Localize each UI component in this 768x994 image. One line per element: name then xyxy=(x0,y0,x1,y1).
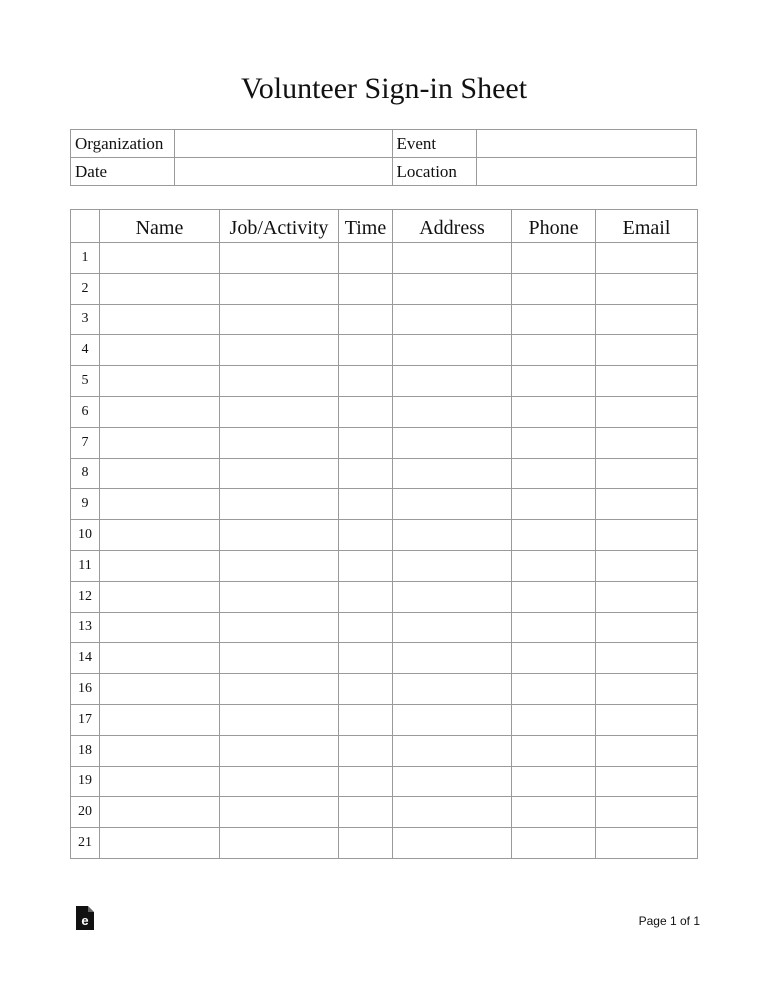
row-number: 18 xyxy=(71,735,100,766)
row-number: 6 xyxy=(71,396,100,427)
address-cell[interactable] xyxy=(393,396,512,427)
row-number: 2 xyxy=(71,273,100,304)
location-label: Location xyxy=(392,158,477,186)
table-row xyxy=(71,612,698,643)
name-cell[interactable] xyxy=(100,520,220,551)
time-cell[interactable] xyxy=(339,458,393,489)
email-cell[interactable] xyxy=(596,581,698,612)
time-cell[interactable] xyxy=(339,304,393,335)
phone-cell[interactable] xyxy=(512,273,596,304)
phone-cell[interactable] xyxy=(512,581,596,612)
sign-in-table xyxy=(70,209,698,859)
time-cell[interactable] xyxy=(339,396,393,427)
phone-cell[interactable] xyxy=(512,674,596,705)
job-activity-cell[interactable] xyxy=(220,550,339,581)
job-activity-cell[interactable] xyxy=(220,335,339,366)
email-cell[interactable] xyxy=(596,550,698,581)
job-activity-cell[interactable] xyxy=(220,366,339,397)
phone-column-header: Phone xyxy=(512,210,596,243)
phone-cell[interactable] xyxy=(512,243,596,274)
job-activity-cell[interactable] xyxy=(220,581,339,612)
date-field[interactable] xyxy=(174,158,392,186)
table-row xyxy=(71,674,698,705)
table-row xyxy=(71,550,698,581)
address-cell[interactable] xyxy=(393,550,512,581)
job-activity-column-header: Job/Activity xyxy=(220,210,339,243)
time-column-header: Time xyxy=(339,210,393,243)
phone-cell[interactable] xyxy=(512,612,596,643)
time-cell[interactable] xyxy=(339,797,393,828)
time-cell[interactable] xyxy=(339,427,393,458)
name-cell[interactable] xyxy=(100,828,220,859)
address-cell[interactable] xyxy=(393,612,512,643)
time-cell[interactable] xyxy=(339,273,393,304)
table-header-row xyxy=(71,210,698,243)
email-cell[interactable] xyxy=(596,273,698,304)
name-cell[interactable] xyxy=(100,396,220,427)
phone-cell[interactable] xyxy=(512,396,596,427)
name-cell[interactable] xyxy=(100,273,220,304)
email-cell[interactable] xyxy=(596,366,698,397)
address-cell[interactable] xyxy=(393,427,512,458)
table-row xyxy=(71,427,698,458)
job-activity-cell[interactable] xyxy=(220,735,339,766)
time-cell[interactable] xyxy=(339,243,393,274)
location-field[interactable] xyxy=(477,158,697,186)
table-row xyxy=(71,643,698,674)
name-cell[interactable] xyxy=(100,581,220,612)
time-cell[interactable] xyxy=(339,335,393,366)
address-cell[interactable] xyxy=(393,458,512,489)
table-row xyxy=(71,489,698,520)
row-number: 9 xyxy=(71,489,100,520)
table-row xyxy=(71,366,698,397)
phone-cell[interactable] xyxy=(512,828,596,859)
page-number: Page 1 of 1 xyxy=(638,914,700,928)
time-cell[interactable] xyxy=(339,674,393,705)
row-number: 4 xyxy=(71,335,100,366)
table-row xyxy=(71,735,698,766)
name-cell[interactable] xyxy=(100,704,220,735)
email-cell[interactable] xyxy=(596,427,698,458)
address-cell[interactable] xyxy=(393,304,512,335)
row-number: 16 xyxy=(71,674,100,705)
name-cell[interactable] xyxy=(100,643,220,674)
name-cell[interactable] xyxy=(100,674,220,705)
job-activity-cell[interactable] xyxy=(220,273,339,304)
row-number: 13 xyxy=(71,612,100,643)
table-row xyxy=(71,304,698,335)
name-cell[interactable] xyxy=(100,766,220,797)
job-activity-cell[interactable] xyxy=(220,520,339,551)
phone-cell[interactable] xyxy=(512,735,596,766)
name-column-header: Name xyxy=(100,210,220,243)
address-cell[interactable] xyxy=(393,735,512,766)
email-cell[interactable] xyxy=(596,643,698,674)
time-cell[interactable] xyxy=(339,520,393,551)
row-number: 19 xyxy=(71,766,100,797)
address-cell[interactable] xyxy=(393,273,512,304)
email-cell[interactable] xyxy=(596,520,698,551)
phone-cell[interactable] xyxy=(512,489,596,520)
name-cell[interactable] xyxy=(100,797,220,828)
job-activity-cell[interactable] xyxy=(220,304,339,335)
table-row xyxy=(71,581,698,612)
job-activity-cell[interactable] xyxy=(220,458,339,489)
organization-field[interactable] xyxy=(174,130,392,158)
address-column-header: Address xyxy=(393,210,512,243)
job-activity-cell[interactable] xyxy=(220,243,339,274)
row-number: 10 xyxy=(71,520,100,551)
job-activity-cell[interactable] xyxy=(220,797,339,828)
table-row xyxy=(71,396,698,427)
email-cell[interactable] xyxy=(596,704,698,735)
job-activity-cell[interactable] xyxy=(220,427,339,458)
address-cell[interactable] xyxy=(393,828,512,859)
email-cell[interactable] xyxy=(596,766,698,797)
row-number: 1 xyxy=(71,243,100,274)
time-cell[interactable] xyxy=(339,828,393,859)
event-field[interactable] xyxy=(477,130,697,158)
time-cell[interactable] xyxy=(339,489,393,520)
row-number: 20 xyxy=(71,797,100,828)
email-cell[interactable] xyxy=(596,828,698,859)
row-number: 21 xyxy=(71,828,100,859)
address-cell[interactable] xyxy=(393,643,512,674)
phone-cell[interactable] xyxy=(512,643,596,674)
job-activity-cell[interactable] xyxy=(220,489,339,520)
table-row xyxy=(71,797,698,828)
phone-cell[interactable] xyxy=(512,304,596,335)
email-cell[interactable] xyxy=(596,674,698,705)
phone-cell[interactable] xyxy=(512,366,596,397)
job-activity-cell[interactable] xyxy=(220,612,339,643)
name-cell[interactable] xyxy=(100,243,220,274)
time-cell[interactable] xyxy=(339,766,393,797)
phone-cell[interactable] xyxy=(512,458,596,489)
email-cell[interactable] xyxy=(596,304,698,335)
address-cell[interactable] xyxy=(393,366,512,397)
row-number: 14 xyxy=(71,643,100,674)
time-cell[interactable] xyxy=(339,612,393,643)
address-cell[interactable] xyxy=(393,520,512,551)
address-cell[interactable] xyxy=(393,766,512,797)
address-cell[interactable] xyxy=(393,797,512,828)
email-cell[interactable] xyxy=(596,735,698,766)
table-row xyxy=(71,828,698,859)
address-cell[interactable] xyxy=(393,674,512,705)
phone-cell[interactable] xyxy=(512,550,596,581)
phone-cell[interactable] xyxy=(512,335,596,366)
row-number: 7 xyxy=(71,427,100,458)
phone-cell[interactable] xyxy=(512,766,596,797)
job-activity-cell[interactable] xyxy=(220,643,339,674)
address-cell[interactable] xyxy=(393,489,512,520)
event-label: Event xyxy=(392,130,477,158)
email-cell[interactable] xyxy=(596,489,698,520)
row-number: 3 xyxy=(71,304,100,335)
row-number: 8 xyxy=(71,458,100,489)
row-number-header xyxy=(71,210,100,243)
table-row xyxy=(71,335,698,366)
table-row xyxy=(71,704,698,735)
job-activity-cell[interactable] xyxy=(220,704,339,735)
name-cell[interactable] xyxy=(100,458,220,489)
page-title: Volunteer Sign-in Sheet xyxy=(240,72,528,105)
name-cell[interactable] xyxy=(100,550,220,581)
phone-cell[interactable] xyxy=(512,704,596,735)
name-cell[interactable] xyxy=(100,335,220,366)
table-row xyxy=(71,766,698,797)
address-cell[interactable] xyxy=(393,581,512,612)
address-cell[interactable] xyxy=(393,704,512,735)
email-cell[interactable] xyxy=(596,335,698,366)
time-cell[interactable] xyxy=(339,366,393,397)
name-cell[interactable] xyxy=(100,735,220,766)
table-row xyxy=(71,243,698,274)
email-cell[interactable] xyxy=(596,797,698,828)
job-activity-cell[interactable] xyxy=(220,396,339,427)
row-number: 5 xyxy=(71,366,100,397)
event-info-table xyxy=(70,129,697,186)
phone-cell[interactable] xyxy=(512,520,596,551)
eforms-logo-icon xyxy=(76,906,94,930)
row-number: 11 xyxy=(71,550,100,581)
table-row xyxy=(71,273,698,304)
time-cell[interactable] xyxy=(339,550,393,581)
name-cell[interactable] xyxy=(100,612,220,643)
date-label: Date xyxy=(71,158,175,186)
name-cell[interactable] xyxy=(100,489,220,520)
email-cell[interactable] xyxy=(596,458,698,489)
time-cell[interactable] xyxy=(339,581,393,612)
row-number: 12 xyxy=(71,581,100,612)
name-cell[interactable] xyxy=(100,366,220,397)
table-row xyxy=(71,458,698,489)
svg-text:e: e xyxy=(81,913,89,928)
email-cell[interactable] xyxy=(596,243,698,274)
address-cell[interactable] xyxy=(393,243,512,274)
job-activity-cell[interactable] xyxy=(220,828,339,859)
phone-cell[interactable] xyxy=(512,797,596,828)
time-cell[interactable] xyxy=(339,704,393,735)
name-cell[interactable] xyxy=(100,304,220,335)
job-activity-cell[interactable] xyxy=(220,766,339,797)
phone-cell[interactable] xyxy=(512,427,596,458)
organization-label: Organization xyxy=(71,130,175,158)
address-cell[interactable] xyxy=(393,335,512,366)
job-activity-cell[interactable] xyxy=(220,674,339,705)
email-cell[interactable] xyxy=(596,396,698,427)
email-column-header: Email xyxy=(596,210,698,243)
time-cell[interactable] xyxy=(339,735,393,766)
time-cell[interactable] xyxy=(339,643,393,674)
table-row xyxy=(71,520,698,551)
email-cell[interactable] xyxy=(596,612,698,643)
name-cell[interactable] xyxy=(100,427,220,458)
row-number: 17 xyxy=(71,704,100,735)
